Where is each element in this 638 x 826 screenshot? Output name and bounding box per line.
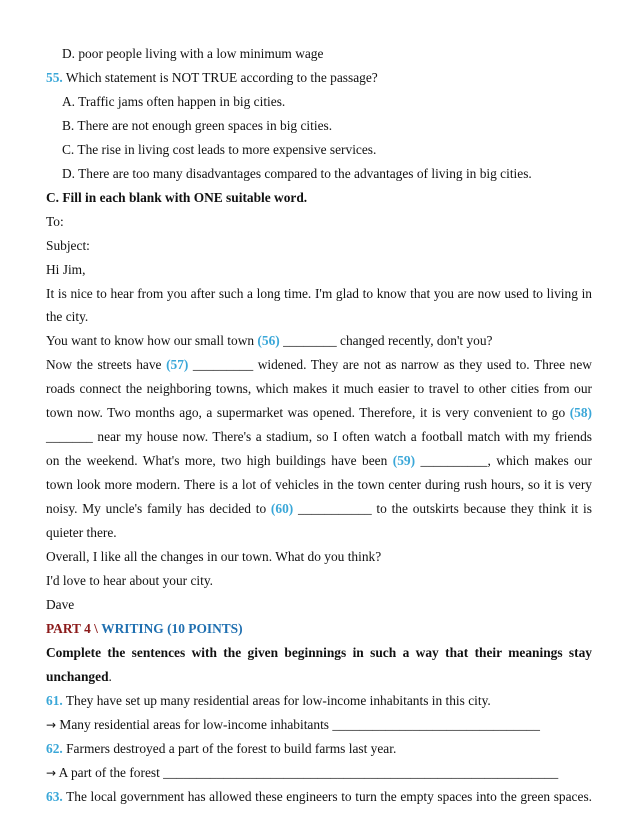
blank-57-number: (57): [166, 357, 189, 372]
q61-number: 61.: [46, 693, 63, 708]
letter-p1-line1: It is nice to hear from you after such a long time. I'm glad to know that you are now used to living in: [46, 286, 592, 301]
q62-number: 62.: [46, 741, 63, 756]
section-c-title: C. Fill in each blank with ONE suitable word.: [46, 190, 308, 205]
q55-option-c: C. The rise in living cost leads to more expensive services.: [62, 142, 377, 157]
letter-p3-line6: town look more modern. There is a lot of vehicles in the town center during rush hours, so it is very: [46, 477, 592, 492]
q55-number: 55.: [46, 70, 63, 85]
letter-subject: Subject:: [46, 238, 90, 253]
letter-p4: Overall, I like all the changes in our town. What do you think?: [46, 549, 382, 564]
letter-p3-line7: noisy. My uncle's family has decided to (60) ___________ to the outskirts because they think it is: [46, 501, 592, 516]
arrow-right-icon: →: [46, 766, 57, 780]
q54-option-d: D. poor people living with a low minimum wage: [62, 46, 324, 61]
arrow-right-icon: →: [46, 718, 57, 732]
part4-title: WRITING (10 POINTS): [101, 621, 243, 636]
letter-to: To:: [46, 214, 64, 229]
part4-label: PART 4 \: [46, 621, 98, 636]
letter-p3-line2: roads connect the neighboring towns, which makes it much easier to travel to other cities from our: [46, 381, 592, 396]
letter-p3-line1: Now the streets have (57) _________ widened. They are not as narrow as they used to. Three new: [46, 357, 592, 372]
letter-p3-line4: _______ near my house now. There's a stadium, so I often watch a football match with my friends: [46, 429, 592, 444]
q55-question: [46, 66, 378, 90]
q63-number: 63.: [46, 789, 63, 804]
letter-p3-line3: town now. Two months ago, a supermarket was opened. Therefore, it is very convenient to go (58): [46, 405, 592, 420]
q63-question: [46, 785, 592, 809]
q61-answer-line: → Many residential areas for low-income inhabitants _______________________________: [46, 717, 540, 732]
blank-58-number: (58): [569, 405, 592, 420]
letter-p5: I'd love to hear about your city.: [46, 573, 214, 588]
q63-text: The local government has allowed these engineers to turn the empty spaces into the green spaces.: [66, 789, 593, 804]
q55-option-d: D. There are too many disadvantages compared to the advantages of living in big cities.: [62, 166, 532, 181]
letter-p3-line8: quieter there.: [46, 525, 117, 540]
q62-answer-line: → A part of the forest ___________________________________________________________: [46, 765, 559, 780]
q61-question: [46, 689, 491, 713]
blank-56-number: (56): [257, 333, 280, 348]
part4-instructions-line2: unchanged.: [46, 669, 112, 684]
blank-59-number: (59): [392, 453, 416, 468]
letter-greeting: Hi Jim,: [46, 262, 86, 277]
part4-heading: [46, 617, 243, 641]
letter-signature: Dave: [46, 597, 75, 612]
q61-text: They have set up many residential areas for low-income inhabitants in this city.: [65, 693, 491, 708]
q55-option-b: B. There are not enough green spaces in big cities.: [62, 118, 333, 133]
q55-stem: Which statement is NOT TRUE according to the passage?: [65, 70, 378, 85]
q62-question: [46, 737, 396, 761]
q55-option-a: A. Traffic jams often happen in big cities.: [62, 94, 286, 109]
blank-60-number: (60): [270, 501, 294, 516]
letter-p3-line5: on the weekend. What's more, two high buildings have been (59) __________, which makes our: [46, 453, 592, 468]
q62-text: Farmers destroyed a part of the forest to build farms last year.: [66, 741, 397, 756]
letter-p2: You want to know how our small town (56) ________ changed recently, don't you?: [46, 333, 493, 348]
part4-instructions-line1: Complete the sentences with the given beginnings in such a way that their meanings stay: [46, 645, 592, 660]
letter-p1-line2: the city.: [46, 309, 89, 324]
